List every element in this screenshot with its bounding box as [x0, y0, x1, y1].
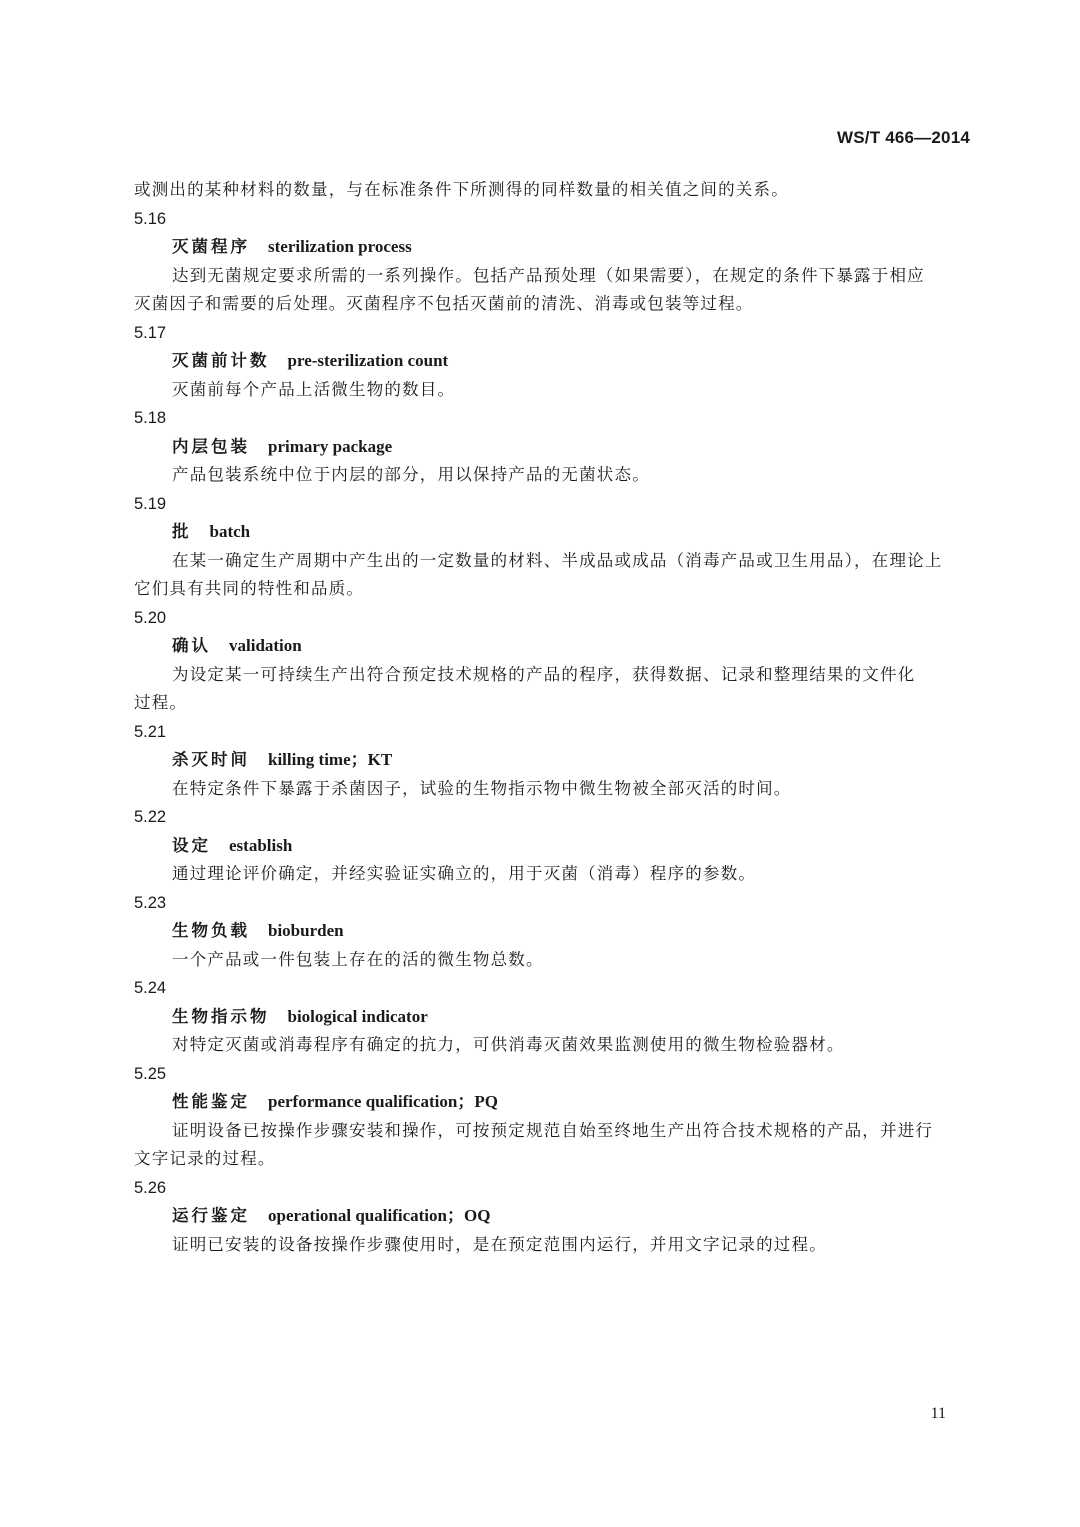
term-zh: 运行鉴定	[172, 1206, 250, 1225]
clause-number: 5.17	[134, 323, 167, 342]
term-heading	[134, 433, 974, 462]
term-en: performance qualification；PQ	[268, 1092, 498, 1111]
definition-line: 它们具有共同的特性和品质。	[134, 579, 365, 598]
entry-5-16	[134, 205, 974, 319]
term-heading	[134, 233, 974, 262]
entry-5-17	[134, 319, 974, 405]
term-en: primary package	[268, 436, 393, 456]
clause-number: 5.25	[134, 1064, 167, 1083]
term-heading	[134, 518, 974, 547]
definition-line: 灭菌因子和需要的后处理。灭菌程序不包括灭菌前的清洗、消毒或包装等过程。	[134, 294, 754, 313]
definition-line: 对特定灭菌或消毒程序有确定的抗力，可供消毒灭菌效果监测使用的微生物检验器材。	[172, 1035, 845, 1054]
definition-line: 在特定条件下暴露于杀菌因子，试验的生物指示物中微生物被全部灭活的时间。	[172, 778, 792, 798]
entry-5-19	[134, 490, 974, 604]
standard-code: WS/T 466—2014	[837, 128, 970, 147]
entry-5-24	[134, 974, 974, 1060]
term-en: biological indicator	[287, 1006, 428, 1026]
clause-number: 5.21	[134, 722, 167, 741]
document-body	[134, 176, 974, 1259]
definition-line: 达到无菌规定要求所需的一系列操作。包括产品预处理（如果需要），在规定的条件下暴露于相应	[172, 265, 925, 285]
term-en: validation	[229, 636, 302, 655]
entry-5-23	[134, 889, 974, 975]
entry-5-22	[134, 803, 974, 889]
term-en: killing time；KT	[268, 750, 393, 769]
term-heading	[134, 832, 974, 861]
term-zh: 批	[172, 522, 192, 541]
term-heading	[134, 917, 974, 946]
term-zh: 确认	[172, 636, 211, 655]
term-heading	[134, 1088, 974, 1117]
definition-line: 证明已安装的设备按操作步骤使用时，是在预定范围内运行，并用文字记录的过程。	[172, 1234, 827, 1254]
term-en: batch	[209, 522, 251, 541]
term-en: operational qualification；OQ	[268, 1206, 491, 1225]
definition-line: 通过理论评价确定，并经实验证实确立的，用于灭菌（消毒）程序的参数。	[172, 864, 757, 883]
definition-line: 为设定某一可持续生产出符合预定技术规格的产品的程序，获得数据、记录和整理结果的文件化	[172, 664, 916, 684]
entry-5-20	[134, 604, 974, 718]
entry-5-26	[134, 1174, 974, 1260]
entry-5-25	[134, 1060, 974, 1174]
clause-number: 5.23	[134, 893, 167, 912]
term-en: bioburden	[268, 921, 344, 940]
definition-line: 在某一确定生产周期中产生出的一定数量的材料、半成品或成品（消毒产品或卫生用品），在理论上	[172, 550, 943, 570]
intro-line: 或测出的某种材料的数量，与在标准条件下所测得的同样数量的相关值之间的关系。	[134, 180, 789, 199]
term-zh: 灭菌前计数	[172, 351, 270, 370]
term-zh: 性能鉴定	[172, 1092, 250, 1111]
term-heading	[134, 1202, 974, 1231]
term-heading	[134, 746, 974, 775]
term-en: pre-sterilization count	[287, 351, 449, 370]
clause-number: 5.19	[134, 494, 167, 513]
definition-line: 一个产品或一件包装上存在的活的微生物总数。	[172, 949, 544, 969]
definition-line: 产品包装系统中位于内层的部分，用以保持产品的无菌状态。	[172, 465, 650, 484]
term-zh: 生物负载	[172, 921, 250, 940]
term-zh: 内层包装	[172, 436, 250, 456]
term-heading	[134, 632, 974, 661]
definition-line: 灭菌前每个产品上活微生物的数目。	[172, 379, 456, 399]
term-heading	[134, 347, 974, 376]
term-zh: 灭菌程序	[172, 237, 250, 256]
term-zh: 生物指示物	[172, 1006, 270, 1026]
entry-5-21	[134, 718, 974, 804]
clause-number: 5.22	[134, 808, 167, 826]
term-en: establish	[229, 835, 293, 855]
definition-line: 过程。	[134, 693, 188, 712]
definition-line: 证明设备已按操作步骤安装和操作，可按预定规范自始至终地生产出符合技术规格的产品，并进行	[172, 1120, 934, 1140]
term-zh: 设定	[172, 835, 211, 855]
clause-number: 5.18	[134, 409, 167, 427]
entry-5-18	[134, 404, 974, 490]
clause-number: 5.26	[134, 1178, 167, 1197]
clause-number: 5.24	[134, 979, 167, 997]
clause-number: 5.20	[134, 608, 167, 627]
term-heading	[134, 1003, 974, 1032]
page-number: 11	[930, 1405, 946, 1422]
term-en: sterilization process	[268, 237, 412, 256]
definition-line: 文字记录的过程。	[134, 1149, 276, 1168]
term-zh: 杀灭时间	[172, 750, 250, 769]
clause-number: 5.16	[134, 209, 167, 228]
